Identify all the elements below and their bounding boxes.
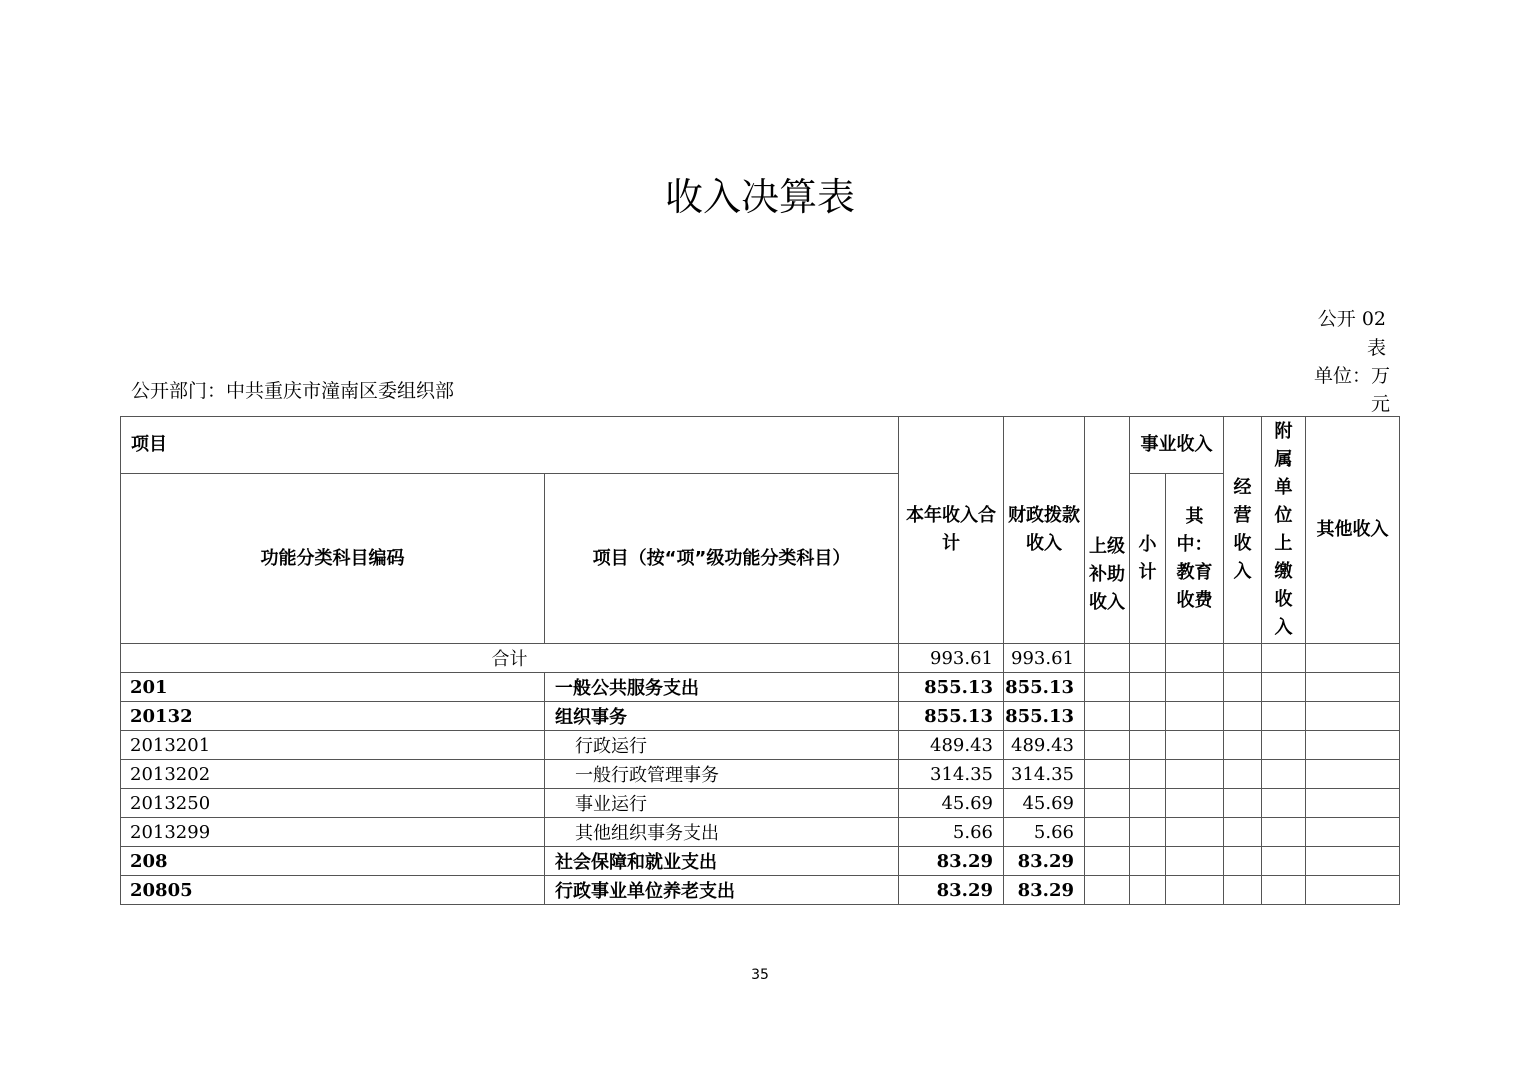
row-total: 314.35 [899, 760, 1004, 789]
table-row [121, 673, 1400, 702]
row-name: 事业运行 [545, 789, 899, 818]
row-total: 83.29 [899, 847, 1004, 876]
row-fiscal: 855.13 [1004, 702, 1085, 731]
header-code: 功能分类科目编码 [121, 474, 545, 644]
row-code: 2013299 [121, 818, 545, 847]
header-total-income: 本年收入合计 [899, 417, 1004, 644]
table-row [121, 731, 1400, 760]
header-superior-subsidy: 上级补助收入 [1085, 417, 1130, 644]
row-code: 2013250 [121, 789, 545, 818]
row-name: 一般行政管理事务 [545, 760, 899, 789]
total-income-value: 993.61 [899, 644, 1004, 673]
header-fiscal: 财政拨款收入 [1004, 417, 1085, 644]
header-business-income: 事业收入 [1130, 417, 1224, 474]
total-label: 合计 [121, 644, 899, 673]
row-fiscal: 855.13 [1004, 673, 1085, 702]
table-row [121, 818, 1400, 847]
total-row [121, 644, 1400, 673]
row-total: 489.43 [899, 731, 1004, 760]
row-code: 20132 [121, 702, 545, 731]
row-code: 2013202 [121, 760, 545, 789]
row-code: 208 [121, 847, 545, 876]
row-fiscal: 5.66 [1004, 818, 1085, 847]
header-operating: 经营收入 [1224, 417, 1262, 644]
page-title: 收入决算表 [664, 175, 855, 219]
row-code: 201 [121, 673, 545, 702]
row-total: 83.29 [899, 876, 1004, 905]
row-name: 行政事业单位养老支出 [545, 876, 899, 905]
row-fiscal: 45.69 [1004, 789, 1085, 818]
total-fiscal-value: 993.61 [1004, 644, 1085, 673]
form-number: 公开 02 表 [1317, 308, 1386, 359]
row-total: 5.66 [899, 818, 1004, 847]
header-other: 其他收入 [1306, 417, 1400, 644]
department-label: 公开部门：中共重庆市潼南区委组织部 [131, 380, 455, 402]
row-fiscal: 83.29 [1004, 847, 1085, 876]
table-row [121, 702, 1400, 731]
row-name: 行政运行 [545, 731, 899, 760]
row-code: 20805 [121, 876, 545, 905]
header-project: 项目 [121, 417, 899, 474]
table-row [121, 847, 1400, 876]
table-row [121, 760, 1400, 789]
row-name: 其他组织事务支出 [545, 818, 899, 847]
row-name: 社会保障和就业支出 [545, 847, 899, 876]
income-table [120, 416, 1400, 905]
row-fiscal: 83.29 [1004, 876, 1085, 905]
header-name: 项目（按“项”级功能分类科目） [545, 474, 899, 644]
header-subtotal: 小计 [1130, 474, 1166, 644]
table-row [121, 789, 1400, 818]
row-fiscal: 314.35 [1004, 760, 1085, 789]
header-education-fee: 其中：教育收费 [1166, 474, 1224, 644]
row-name: 组织事务 [545, 702, 899, 731]
row-total: 855.13 [899, 702, 1004, 731]
row-fiscal: 489.43 [1004, 731, 1085, 760]
table-row [121, 876, 1400, 905]
header-affiliate: 附属单位上缴收入 [1262, 417, 1306, 644]
row-name: 一般公共服务支出 [545, 673, 899, 702]
row-total: 855.13 [899, 673, 1004, 702]
page-number: 35 [751, 967, 769, 983]
unit-label: 单位：万元 [1313, 365, 1390, 415]
row-total: 45.69 [899, 789, 1004, 818]
row-code: 2013201 [121, 731, 545, 760]
